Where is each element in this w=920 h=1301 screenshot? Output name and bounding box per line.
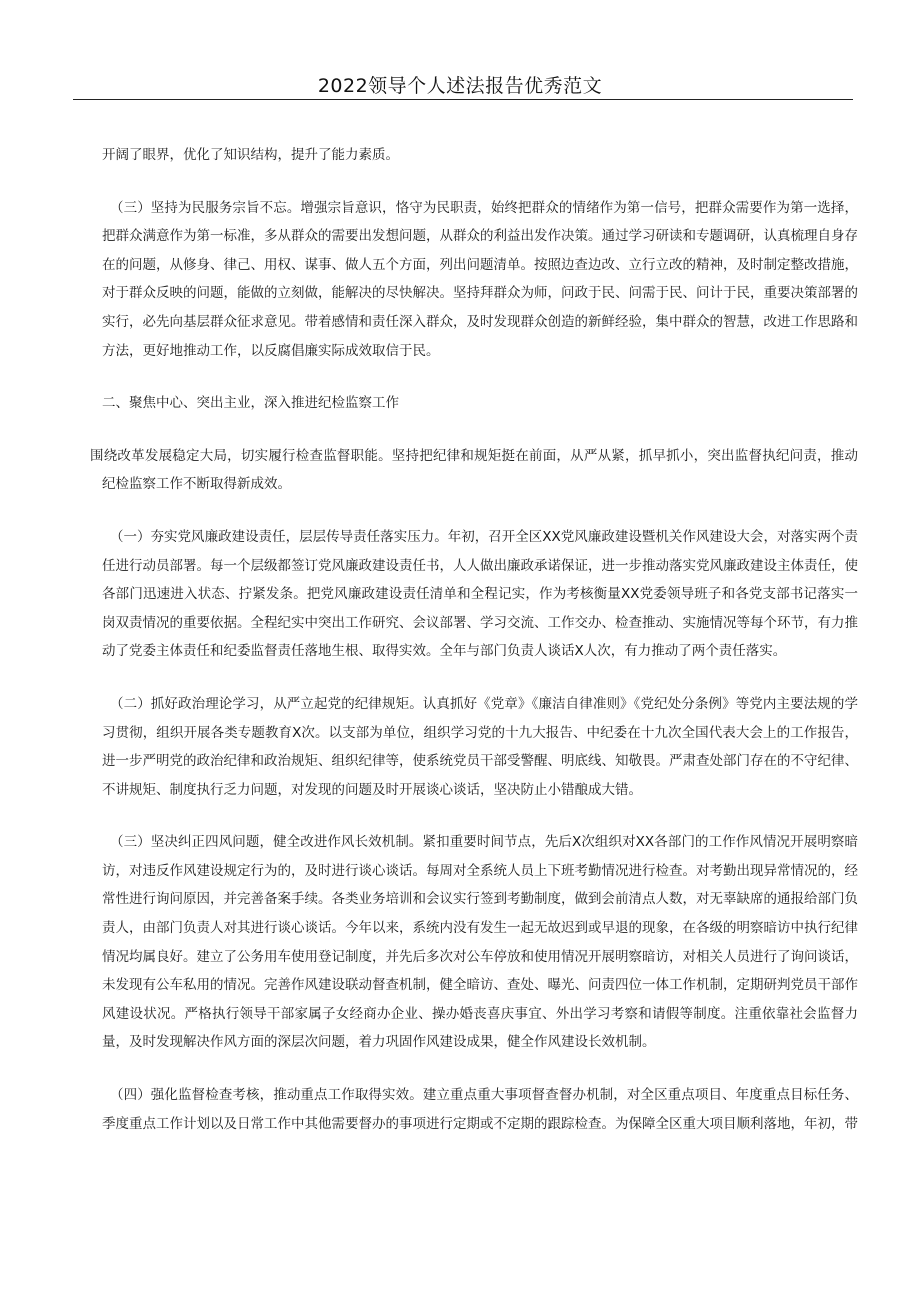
paragraph: （一）夯实党风廉政建设责任，层层传导责任落实压力。年初，召开全区XX党风廉政建设暨机关作风建设大会，对落实两个责任进行动员部署。每一个层级都签订党风廉政建设责任书，人人做出廉政承诺保证，进一步推动落实党风廉政建设主体责任，使各部门迅速进入状态、拧紧发条。把党风廉政建设责任清单和全程记实，作为考核衡量XX党委领导班子和各党支部书记落实一岗双责情况的重要依据。全程纪实中突出工作研究、会议部署、学习交流、工作交办、检查推动、实施情况等每个环节，有力推动了党委主体责任和纪委监督责任落地生根、取得实效。全年与部门负责人谈话X人次，有力推动了两个责任落实。 [102, 528, 858, 660]
page-title: 2022领导个人述法报告优秀范文 [317, 75, 603, 97]
paragraph: （三）坚决纠正四风问题，健全改进作风长效机制。紧扣重要时间节点，先后X次组织对XX各部门的工作作风情况开展明察暗访，对违反作风建设规定行为的，及时进行谈心谈话。每周对全系统人员上下班考勤情况进行检查。对考勤出现异常情况的，经常性进行询问原因，并完善备案手续。各类业务培训和会议实行签到考勤制度，做到会前清点人数，对无辜缺席的通报给部门负责人，由部门负责人对其进行谈心谈话。今年以来，系统内没有发生一起无故迟到或早退的现象，在各级的明察暗访中执行纪律情况均属良好。建立了公务用车使用登记制度，并先后多次对公车停放和使用情况开展明察暗访，对相关人员进行了询问谈话，未发现有公车私用的情况。完善作风建设联动督查机制，健全暗访、查处、曝光、问责四位一体工作机制，定期研判党员干部作风建设状况。严格执行领导干部家属子女经商办企业、操办婚丧喜庆事宜、外出学习考察和请假等制度。注重依靠社会监督力量，及时发现解决作风方面的深层次问题，着力巩固作风建设成果，健全作风建设长效机制。 [102, 834, 858, 1051]
paragraph: （二）抓好政治理论学习，从严立起党的纪律规矩。认真抓好《党章》《廉洁自律准则》《党纪处分条例》等党内主要法规的学习贯彻，组织开展各类专题教育X次。以支部为单位，组织学习党的十九大报告、中纪委在十九次全国代表大会上的工作报告，进一步严明党的政治纪律和政治规矩、组织纪律等，使系统党员干部受警醒、明底线、知敬畏。严肃查处部门存在的不守纪律、不讲规矩、制度执行乏力问题，对发现的问题及时开展谈心谈话，坚决防止小错酿成大错。 [102, 695, 858, 798]
document-body [90, 141, 858, 1138]
paragraph: （三）坚持为民服务宗旨不忘。增强宗旨意识，恪守为民职责，始终把群众的情绪作为第一信号，把群众需要作为第一选择，把群众满意作为第一标准，多从群众的需要出发想问题，从群众的利益出发作决策。通过学习研读和专题调研，认真梳理自身存在的问题，从修身、律己、用权、谋事、做人五个方面，列出问题清单。按照边查边改、立行立改的精神，及时制定整改措施，对于群众反映的问题，能做的立刻做，能解决的尽快解决。坚持拜群众为师，问政于民、问需于民、问计于民，重要决策部署的实行，必先向基层群众征求意见。带着感情和责任深入群众，及时发现群众创造的新鲜经验，集中群众的智慧，改进工作思路和方法，更好地推动工作，以反腐倡廉实际成效取信于民。 [102, 199, 858, 359]
section-heading: 二、聚焦中心、突出主业，深入推进纪检监察工作 [102, 395, 399, 412]
paragraph: 开阔了眼界，优化了知识结构，提升了能力素质。 [102, 147, 399, 163]
paragraph: （四）强化监督检查考核，推动重点工作取得实效。建立重点重大事项督查督办机制，对全区重点项目、年度重点目标任务、季度重点工作计划以及日常工作中其他需要督办的事项进行定期或不定期的跟踪检查。为保障全区重大项目顺利落地，年初，带 [102, 1087, 858, 1132]
header-divider [73, 99, 853, 100]
paragraph: 围绕改革发展稳定大局，切实履行检查监督职能。坚持把纪律和规矩挺在前面，从严从紧，抓早抓小，突出监督执纪问责，推动纪检监察工作不断取得新成效。 [90, 447, 858, 493]
